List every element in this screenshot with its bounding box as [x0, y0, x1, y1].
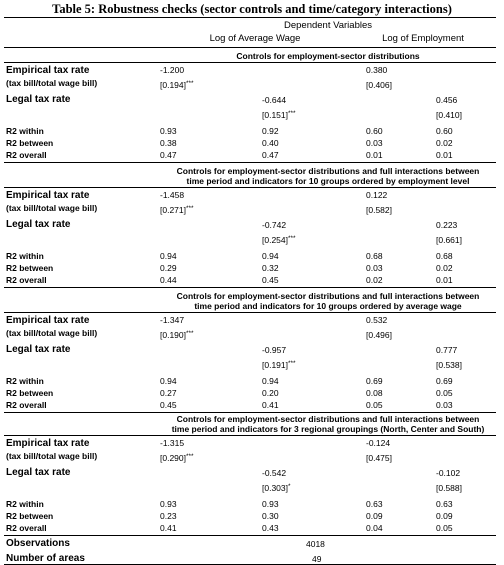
legal-wage-coef: -0.957: [262, 345, 287, 355]
areas-value: 49: [312, 554, 322, 564]
panel-bottom-rule: [4, 412, 496, 413]
r2-value: 0.94: [262, 376, 279, 386]
panel-heading: time period and indicators for 10 groups ordered by average wage: [194, 301, 462, 311]
empirical-wage-coef: -1.458: [160, 190, 185, 200]
r2-value: 0.30: [262, 511, 279, 521]
r2-row-label: R2 between: [6, 388, 54, 398]
panel-heading: time period and indicators for 10 groups ordered by employment level: [186, 176, 470, 186]
r2-value: 0.41: [160, 523, 177, 533]
r2-row-label: R2 between: [6, 511, 54, 521]
r2-value: 0.44: [160, 275, 177, 285]
legal-wage-se-stars: ***: [288, 110, 296, 117]
legal-emp-se: [436, 108, 462, 121]
r2-value: 0.43: [262, 523, 279, 533]
r2-value: 0.93: [160, 126, 177, 136]
r2-value: 0.94: [160, 376, 177, 386]
areas-label: Number of areas: [6, 553, 85, 564]
empirical-wage-se-text: [0.194]: [160, 80, 186, 90]
observations-value: 4018: [306, 539, 325, 549]
empirical-emp-se: [366, 451, 392, 464]
r2-value: 0.01: [366, 150, 383, 160]
r2-value: 0.94: [262, 251, 279, 261]
r2-value: 0.63: [366, 499, 383, 509]
r2-value: 0.20: [262, 388, 279, 398]
legal-wage-se-text: [0.191]: [262, 360, 288, 370]
empirical-emp-se-text: [0.475]: [366, 453, 392, 463]
r2-row-label: R2 overall: [6, 523, 47, 533]
legal-wage-se-text: [0.303]: [262, 483, 288, 493]
empirical-emp-se-text: [0.406]: [366, 80, 392, 90]
r2-value: 0.45: [262, 275, 279, 285]
legal-wage-se: [262, 233, 296, 246]
r2-value: 0.68: [436, 251, 453, 261]
r2-value: 0.02: [436, 263, 453, 273]
empirical-tax-rate-label: Empirical tax rate: [6, 315, 90, 326]
empirical-tax-rate-sublabel: (tax bill/total wage bill): [6, 451, 98, 461]
r2-value: 0.08: [366, 388, 383, 398]
empirical-tax-rate-label: Empirical tax rate: [6, 190, 90, 201]
panel-heading-rule: [4, 62, 496, 63]
r2-value: 0.01: [436, 150, 453, 160]
r2-value: 0.23: [160, 511, 177, 521]
empirical-emp-se-text: [0.496]: [366, 330, 392, 340]
observations-label: Observations: [6, 538, 70, 549]
r2-value: 0.45: [160, 400, 177, 410]
legal-wage-se-stars: *: [288, 483, 291, 490]
r2-value: 0.04: [366, 523, 383, 533]
table-top-rule: [4, 17, 496, 18]
empirical-wage-se-stars: ***: [186, 205, 194, 212]
legal-emp-coef: 0.777: [436, 345, 458, 355]
legal-tax-rate-label: Legal tax rate: [6, 219, 71, 230]
legal-wage-se-stars: ***: [288, 235, 296, 242]
empirical-emp-se: [366, 78, 392, 91]
empirical-wage-coef: -1.315: [160, 438, 185, 448]
panel-heading-rule: [4, 435, 496, 436]
panel-heading: Controls for employment-sector distributions and full interactions between: [176, 166, 480, 176]
empirical-wage-se: [160, 203, 194, 216]
empirical-wage-se-text: [0.290]: [160, 453, 186, 463]
r2-value: 0.93: [160, 499, 177, 509]
r2-row-label: R2 overall: [6, 400, 47, 410]
r2-row-label: R2 within: [6, 499, 44, 509]
r2-value: 0.32: [262, 263, 279, 273]
legal-wage-se-stars: ***: [288, 360, 296, 367]
legal-emp-se-text: [0.588]: [436, 483, 462, 493]
r2-value: 0.27: [160, 388, 177, 398]
r2-row-label: R2 between: [6, 263, 54, 273]
empirical-emp-coef: 0.380: [366, 65, 388, 75]
r2-value: 0.93: [262, 499, 279, 509]
r2-value: 0.69: [436, 376, 453, 386]
r2-value: 0.92: [262, 126, 279, 136]
r2-row-label: R2 overall: [6, 150, 47, 160]
panel-bottom-rule: [4, 162, 496, 163]
legal-wage-coef: -0.742: [262, 220, 287, 230]
panel-heading-rule: [4, 312, 496, 313]
r2-row-label: R2 between: [6, 138, 54, 148]
header-rule: [4, 47, 496, 48]
r2-value: 0.09: [366, 511, 383, 521]
empirical-wage-se: [160, 328, 194, 341]
dependent-variables-header: Dependent Variables: [283, 20, 373, 31]
legal-wage-se: [262, 481, 291, 494]
legal-emp-se: [436, 481, 462, 494]
empirical-tax-rate-label: Empirical tax rate: [6, 65, 90, 76]
r2-value: 0.02: [366, 275, 383, 285]
panel-heading: Controls for employment-sector distributions and full interactions between: [176, 291, 480, 301]
col-header-wage: Log of Average Wage: [209, 33, 301, 44]
r2-value: 0.09: [436, 511, 453, 521]
empirical-tax-rate-sublabel: (tax bill/total wage bill): [6, 78, 98, 88]
empirical-wage-se-stars: ***: [186, 453, 194, 460]
legal-emp-se-text: [0.410]: [436, 110, 462, 120]
r2-value: 0.41: [262, 400, 279, 410]
r2-value: 0.03: [366, 263, 383, 273]
legal-wage-coef: -0.542: [262, 468, 287, 478]
r2-row-label: R2 within: [6, 376, 44, 386]
r2-value: 0.01: [436, 275, 453, 285]
panel-bottom-rule: [4, 535, 496, 536]
legal-emp-se-text: [0.661]: [436, 235, 462, 245]
empirical-wage-se-stars: ***: [186, 330, 194, 337]
empirical-emp-coef: 0.532: [366, 315, 388, 325]
legal-emp-se: [436, 233, 462, 246]
empirical-tax-rate-label: Empirical tax rate: [6, 438, 90, 449]
legal-wage-coef: -0.644: [262, 95, 287, 105]
legal-emp-coef: 0.223: [436, 220, 458, 230]
empirical-wage-se-stars: ***: [186, 80, 194, 87]
empirical-wage-coef: -1.200: [160, 65, 185, 75]
r2-value: 0.05: [436, 388, 453, 398]
empirical-emp-se-text: [0.582]: [366, 205, 392, 215]
r2-value: 0.63: [436, 499, 453, 509]
r2-row-label: R2 within: [6, 126, 44, 136]
empirical-wage-coef: -1.347: [160, 315, 185, 325]
panel-heading: Controls for employment-sector distributions and full interactions between: [176, 414, 480, 424]
r2-value: 0.03: [366, 138, 383, 148]
legal-wage-se-text: [0.151]: [262, 110, 288, 120]
empirical-emp-se: [366, 328, 392, 341]
empirical-emp-se: [366, 203, 392, 216]
col-header-employment: Log of Employment: [382, 33, 464, 44]
empirical-tax-rate-sublabel: (tax bill/total wage bill): [6, 328, 98, 338]
r2-value: 0.05: [436, 523, 453, 533]
legal-tax-rate-label: Legal tax rate: [6, 94, 71, 105]
r2-value: 0.03: [436, 400, 453, 410]
r2-value: 0.40: [262, 138, 279, 148]
empirical-emp-coef: 0.122: [366, 190, 388, 200]
r2-value: 0.60: [436, 126, 453, 136]
empirical-emp-coef: -0.124: [366, 438, 391, 448]
legal-emp-se: [436, 358, 462, 371]
legal-wage-se-text: [0.254]: [262, 235, 288, 245]
legal-emp-coef: 0.456: [436, 95, 458, 105]
r2-value: 0.60: [366, 126, 383, 136]
empirical-wage-se-text: [0.271]: [160, 205, 186, 215]
legal-wage-se: [262, 358, 296, 371]
r2-value: 0.29: [160, 263, 177, 273]
panel-heading-rule: [4, 187, 496, 188]
panel-heading: Controls for employment-sector distributions: [236, 51, 420, 61]
r2-value: 0.69: [366, 376, 383, 386]
legal-tax-rate-label: Legal tax rate: [6, 467, 71, 478]
r2-row-label: R2 overall: [6, 275, 47, 285]
r2-value: 0.47: [160, 150, 177, 160]
empirical-wage-se: [160, 451, 194, 464]
r2-value: 0.68: [366, 251, 383, 261]
table-title: Table 5: Robustness checks (sector controls and time/category interactions): [52, 2, 452, 16]
r2-value: 0.02: [436, 138, 453, 148]
legal-emp-coef: -0.102: [436, 468, 461, 478]
r2-row-label: R2 within: [6, 251, 44, 261]
empirical-wage-se: [160, 78, 194, 91]
panel-bottom-rule: [4, 287, 496, 288]
empirical-wage-se-text: [0.190]: [160, 330, 186, 340]
empirical-tax-rate-sublabel: (tax bill/total wage bill): [6, 203, 98, 213]
r2-value: 0.47: [262, 150, 279, 160]
panel-heading: time period and indicators for 3 regional groupings (North, Center and South): [171, 424, 485, 434]
legal-emp-se-text: [0.538]: [436, 360, 462, 370]
legal-wage-se: [262, 108, 296, 121]
r2-value: 0.05: [366, 400, 383, 410]
r2-value: 0.38: [160, 138, 177, 148]
legal-tax-rate-label: Legal tax rate: [6, 344, 71, 355]
r2-value: 0.94: [160, 251, 177, 261]
